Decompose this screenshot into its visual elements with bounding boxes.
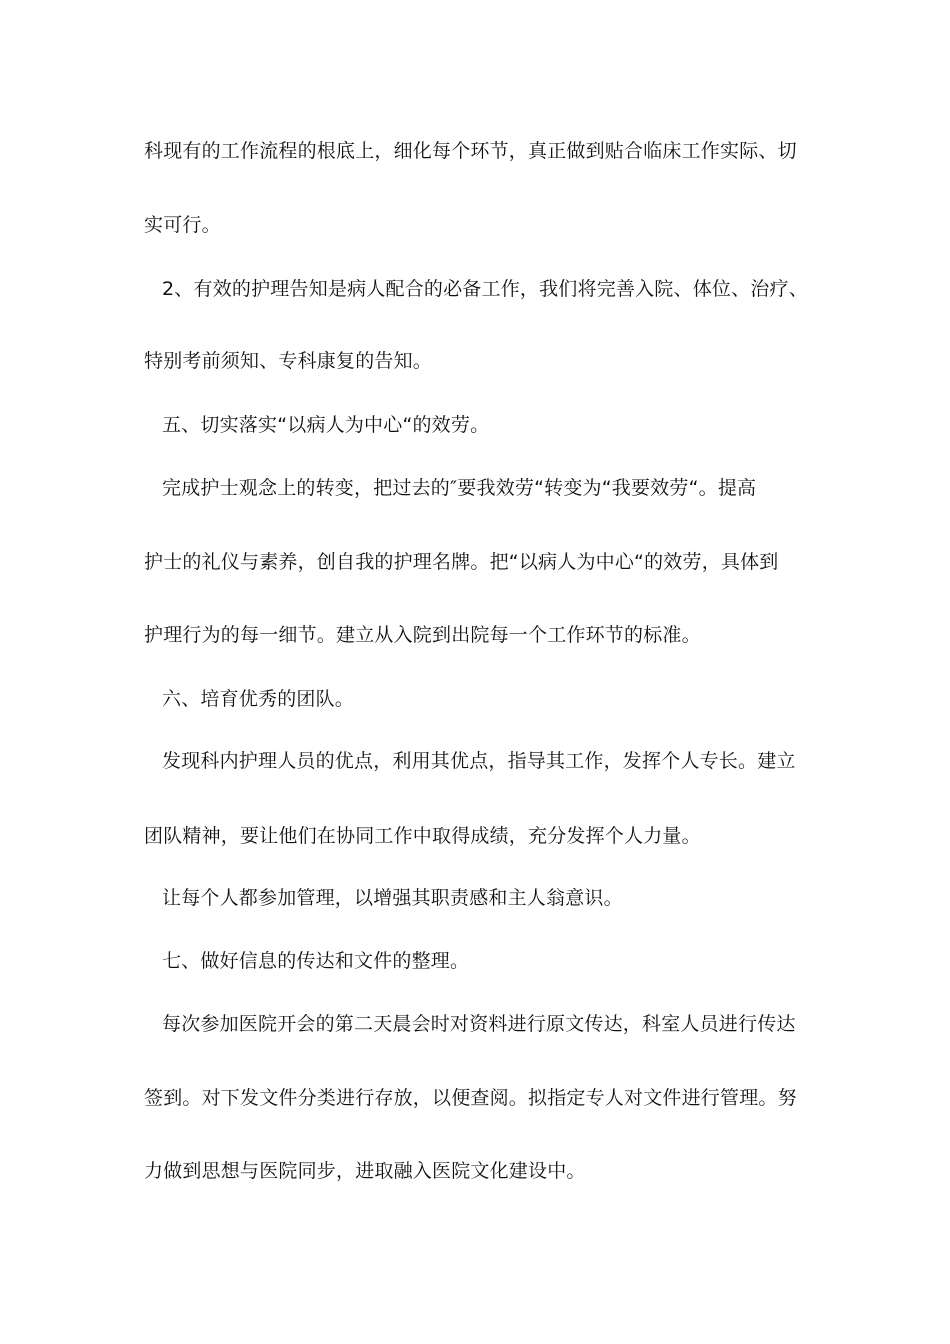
paragraph-line: 2、有效的护理告知是病人配合的必备工作，我们将完善入院、体位、治疗、	[162, 278, 808, 300]
paragraph-line: 科现有的工作流程的根底上，细化每个环节，真正做到贴合临床工作实际、切	[144, 140, 797, 162]
paragraph-line: 让每个人都参加管理，以增强其职责感和主人翁意识。	[162, 887, 623, 909]
section-heading: 六、培育优秀的团队。	[162, 688, 355, 710]
paragraph-line: 实可行。	[144, 214, 221, 236]
paragraph-line: 发现科内护理人员的优点，利用其优点，指导其工作，发挥个人专长。建立	[162, 750, 796, 772]
paragraph-line: 特别考前须知、专科康复的告知。	[144, 350, 433, 372]
paragraph-line: 签到。对下发文件分类进行存放，以便查阅。拟指定专人对文件进行管理。努	[144, 1087, 797, 1109]
paragraph-line: 完成护士观念上的转变，把过去的″要我效劳“转变为“我要效劳“。提高	[162, 477, 757, 499]
paragraph-line: 护士的礼仪与素养，创自我的护理名牌。把“以病人为中心“的效劳，具体到	[144, 551, 779, 573]
paragraph-line: 每次参加医院开会的第二天晨会时对资料进行原文传达，科室人员进行传达	[162, 1013, 796, 1035]
paragraph-line: 护理行为的每一细节。建立从入院到出院每一个工作环节的标准。	[144, 624, 701, 646]
paragraph-line: 团队精神，要让他们在协同工作中取得成绩，充分发挥个人力量。	[144, 825, 701, 847]
paragraph-line: 力做到思想与医院同步，进取融入医院文化建设中。	[144, 1160, 586, 1182]
section-heading: 五、切实落实“以病人为中心“的效劳。	[162, 414, 490, 436]
section-heading: 七、做好信息的传达和文件的整理。	[162, 950, 470, 972]
